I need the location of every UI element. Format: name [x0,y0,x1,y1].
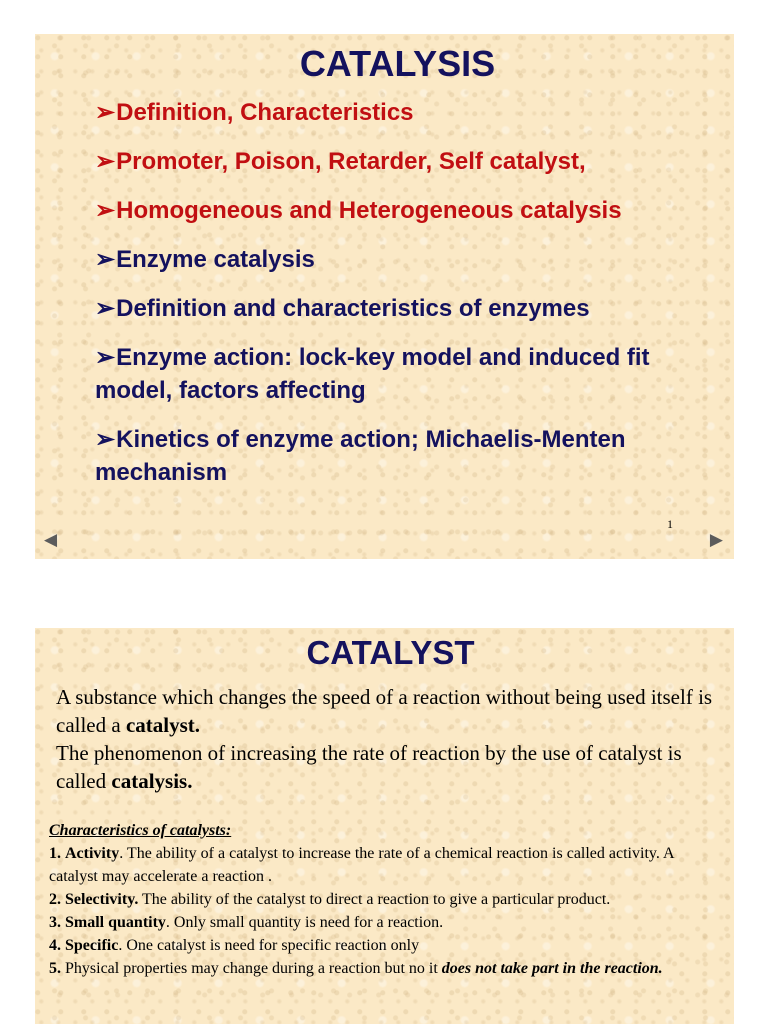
arrow-bullet-icon: ➢ [95,148,116,175]
bullet-text: Enzyme action: lock-key model and induced fit model, factors affecting [95,344,650,404]
bullet-text: Promoter, Poison, Retarder, Self catalyst, [116,148,586,175]
list-item: 2. Selectivity. The ability of the catalyst to direct a reaction to give a particular product. [49,891,611,908]
catalyst-definition: A substance which changes the speed of a reaction without being used itself is called a catalyst. [56,685,713,737]
arrow-bullet-icon: ➢ [95,99,116,126]
arrow-bullet-icon: ➢ [95,197,116,224]
list-item [95,243,695,276]
slide-title: CATALYST [306,634,475,671]
list-item [95,145,695,178]
bullet-text: Definition and characteristics of enzymes [116,295,590,322]
characteristics-list [49,819,719,980]
arrow-bullet-icon: ➢ [95,295,116,322]
definition-text [56,683,726,795]
bullet-text: Enzyme catalysis [116,246,315,273]
list-item: 1. Activity. The ability of a catalyst to increase the rate of a chemical reaction is called activity. A catalyst may accelerate a reaction . [49,845,674,885]
slide-catalyst [35,628,734,1024]
bullet-text: Kinetics of enzyme action; Michaelis-Menten mechanism [95,426,626,486]
arrow-bullet-icon: ➢ [95,344,116,371]
arrow-bullet-icon: ➢ [95,246,116,273]
slide-catalysis [35,34,734,559]
characteristics-heading: Characteristics of catalysts: [49,822,232,839]
previous-slide-icon[interactable]: ◀ [44,530,58,550]
list-item: 4. Specific. One catalyst is need for specific reaction only [49,937,420,954]
list-item: 3. Small quantity. Only small quantity is need for a reaction. [49,914,444,931]
page-number: 1 [667,517,673,531]
list-item [95,292,695,325]
bullet-text: Definition, Characteristics [116,99,414,126]
slide-title: CATALYSIS [299,43,496,84]
catalysis-definition: The phenomenon of increasing the rate of reaction by the use of catalyst is called catalysis. [56,741,682,793]
list-item [95,96,695,129]
bullet-text: Homogeneous and Heterogeneous catalysis [116,197,622,224]
arrow-bullet-icon: ➢ [95,426,116,453]
list-item [95,194,695,227]
next-slide-icon[interactable]: ▶ [709,530,723,550]
topic-list [95,96,695,505]
list-item [95,423,695,489]
list-item: 5. Physical properties may change during a reaction but no it does not take part in the reaction. [49,960,663,977]
list-item [95,341,695,407]
